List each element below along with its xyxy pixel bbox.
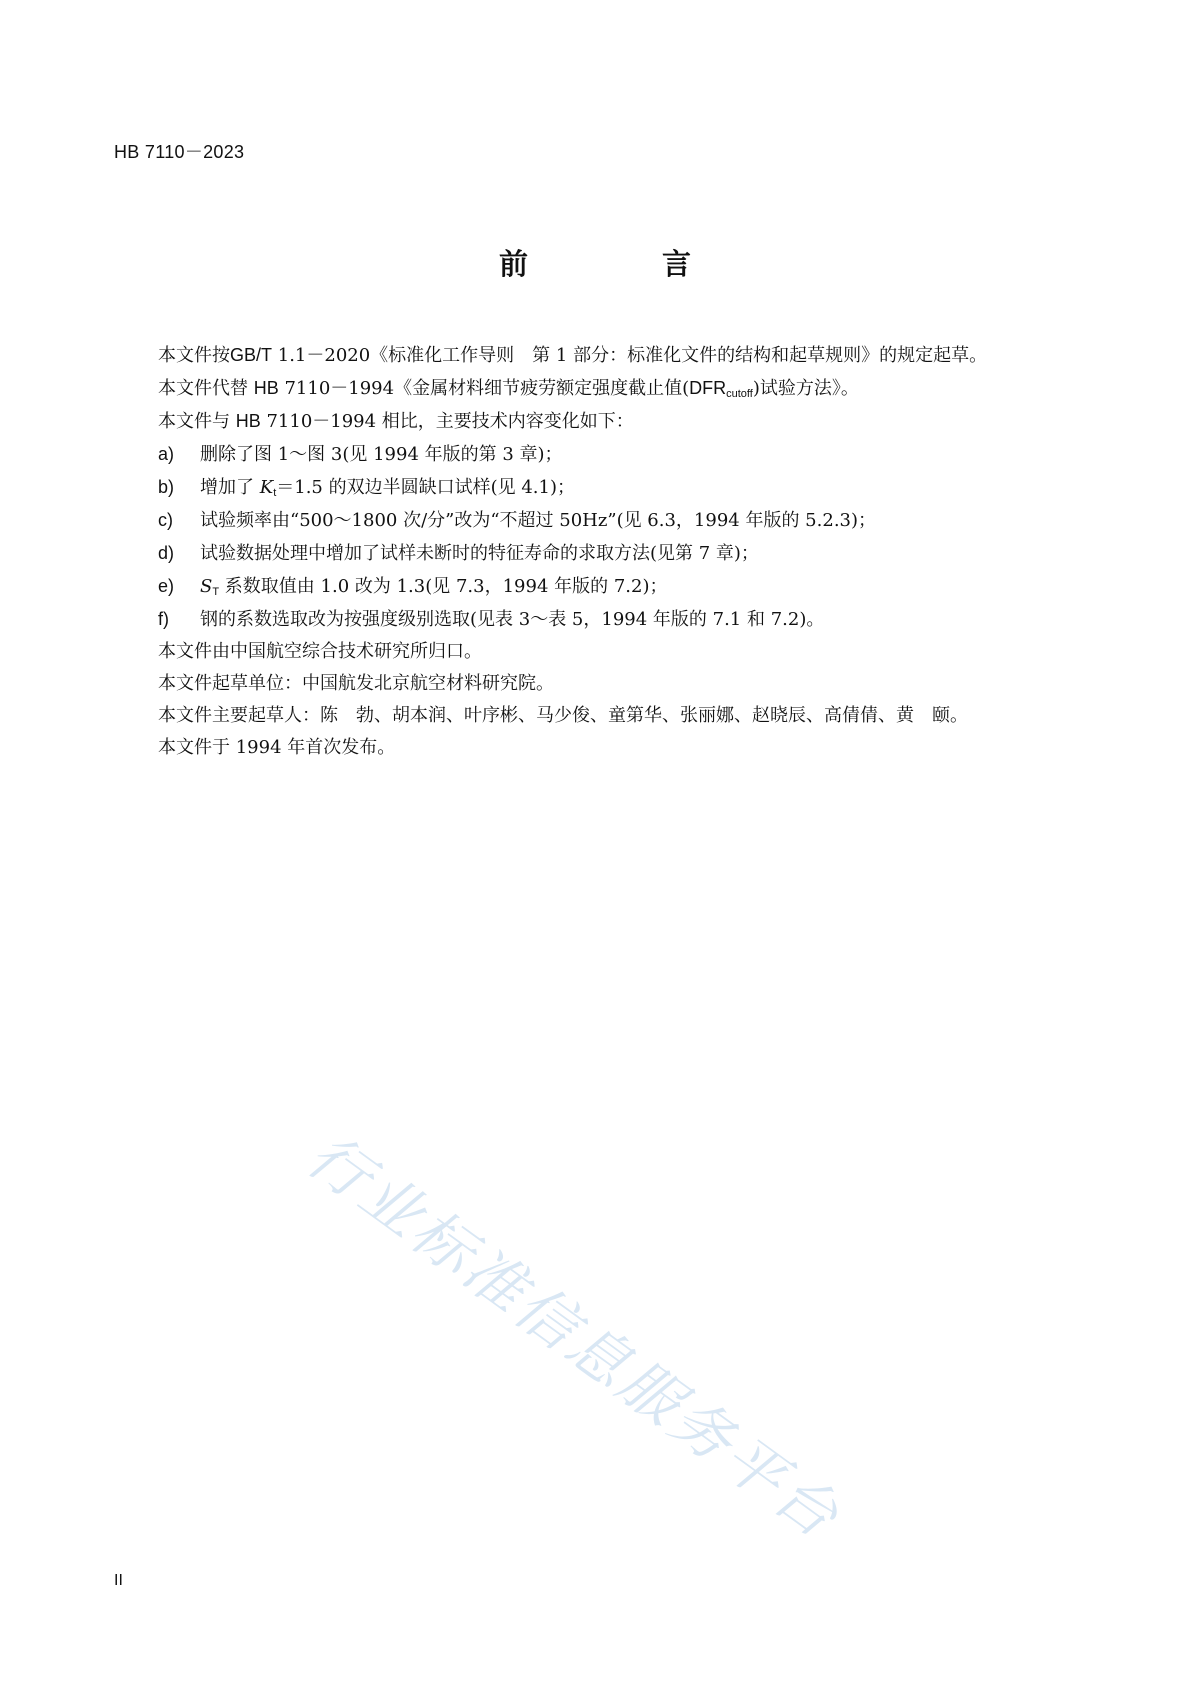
text-segment: 7110－1994《金属材料细节疲劳额定强度截止值(	[278, 378, 690, 399]
page-number: II	[114, 1572, 123, 1589]
paragraph-responsible-org: 本文件由中国航空综合技术研究所归口。	[158, 641, 482, 662]
list-marker: c)	[158, 510, 173, 530]
paragraph-drafters: 本文件主要起草人：陈 勃、胡本润、叶序彬、马少俊、童第华、张丽娜、赵晓辰、高倩倩、黄 颐。	[158, 705, 968, 726]
document-body	[114, 339, 1056, 764]
list-item-text: 增加了	[200, 477, 260, 498]
paragraph-drafting-rules	[114, 339, 1056, 372]
text-segment: )试验方法》。	[752, 378, 859, 399]
list-item-text: 试验频率由“500～1800 次/分”改为“不超过 50Hz”(见 6.3，1994 年版的 5.2.3)；	[200, 510, 877, 531]
text-segment: 7110－1994 相比，主要技术内容变化如下：	[260, 411, 634, 432]
list-marker: f)	[158, 609, 169, 629]
page-title: 前 言	[498, 247, 754, 281]
text-segment: 本文件与	[158, 411, 236, 432]
list-marker: d)	[158, 543, 175, 563]
paragraph-first-release: 本文件于 1994 年首次发布。	[158, 737, 396, 758]
list-item	[114, 603, 1056, 636]
list-item	[114, 537, 1056, 570]
text-segment: 1.1－2020《标准化工作导则 第 1 部分：标准化文件的结构和起草规则》的规定起草。	[272, 345, 988, 366]
list-marker: b)	[158, 477, 175, 497]
math-symbol: S	[200, 576, 213, 597]
list-marker: a)	[158, 444, 175, 464]
math-subscript: t	[273, 487, 277, 499]
list-item	[114, 504, 1056, 537]
list-item-text: 系数取值由 1.0 改为 1.3(见 7.3，1994 年版的 7.2)；	[219, 576, 668, 597]
math-symbol: K	[259, 477, 274, 498]
text-segment: 本文件按	[158, 345, 230, 366]
watermark: 行业标准信息服务平台	[294, 1120, 854, 1554]
list-marker: e)	[158, 576, 175, 596]
standard-code: HB	[235, 411, 261, 431]
list-item	[114, 471, 1056, 504]
document-code: HB 7110－2023	[114, 142, 245, 162]
list-item-text: ＝1.5 的双边半圆缺口试样(见 4.1)；	[276, 477, 575, 498]
standard-code: GB/T	[230, 345, 273, 365]
list-item	[114, 570, 1056, 603]
math-subscript: T	[212, 586, 220, 598]
list-item-text: 试验数据处理中增加了试样未断时的特征寿命的求取方法(见第 7 章)；	[200, 543, 759, 564]
list-item-text: 钢的系数选取改为按强度级别选取(见表 3～表 5，1994 年版的 7.1 和 7.2)。	[200, 609, 825, 630]
text-segment: 本文件代替	[158, 378, 254, 399]
list-item	[114, 438, 1056, 471]
paragraph-replaces	[114, 372, 1056, 405]
paragraph-drafting-unit: 本文件起草单位：中国航发北京航空材料研究院。	[158, 673, 554, 694]
dfr-symbol: DFR	[689, 378, 727, 398]
list-item-text: 删除了图 1～图 3(见 1994 年版的第 3 章)；	[200, 444, 563, 465]
standard-code: HB	[253, 378, 279, 398]
dfr-subscript: cutoff	[726, 388, 753, 400]
paragraph-changes-intro	[114, 405, 1056, 438]
